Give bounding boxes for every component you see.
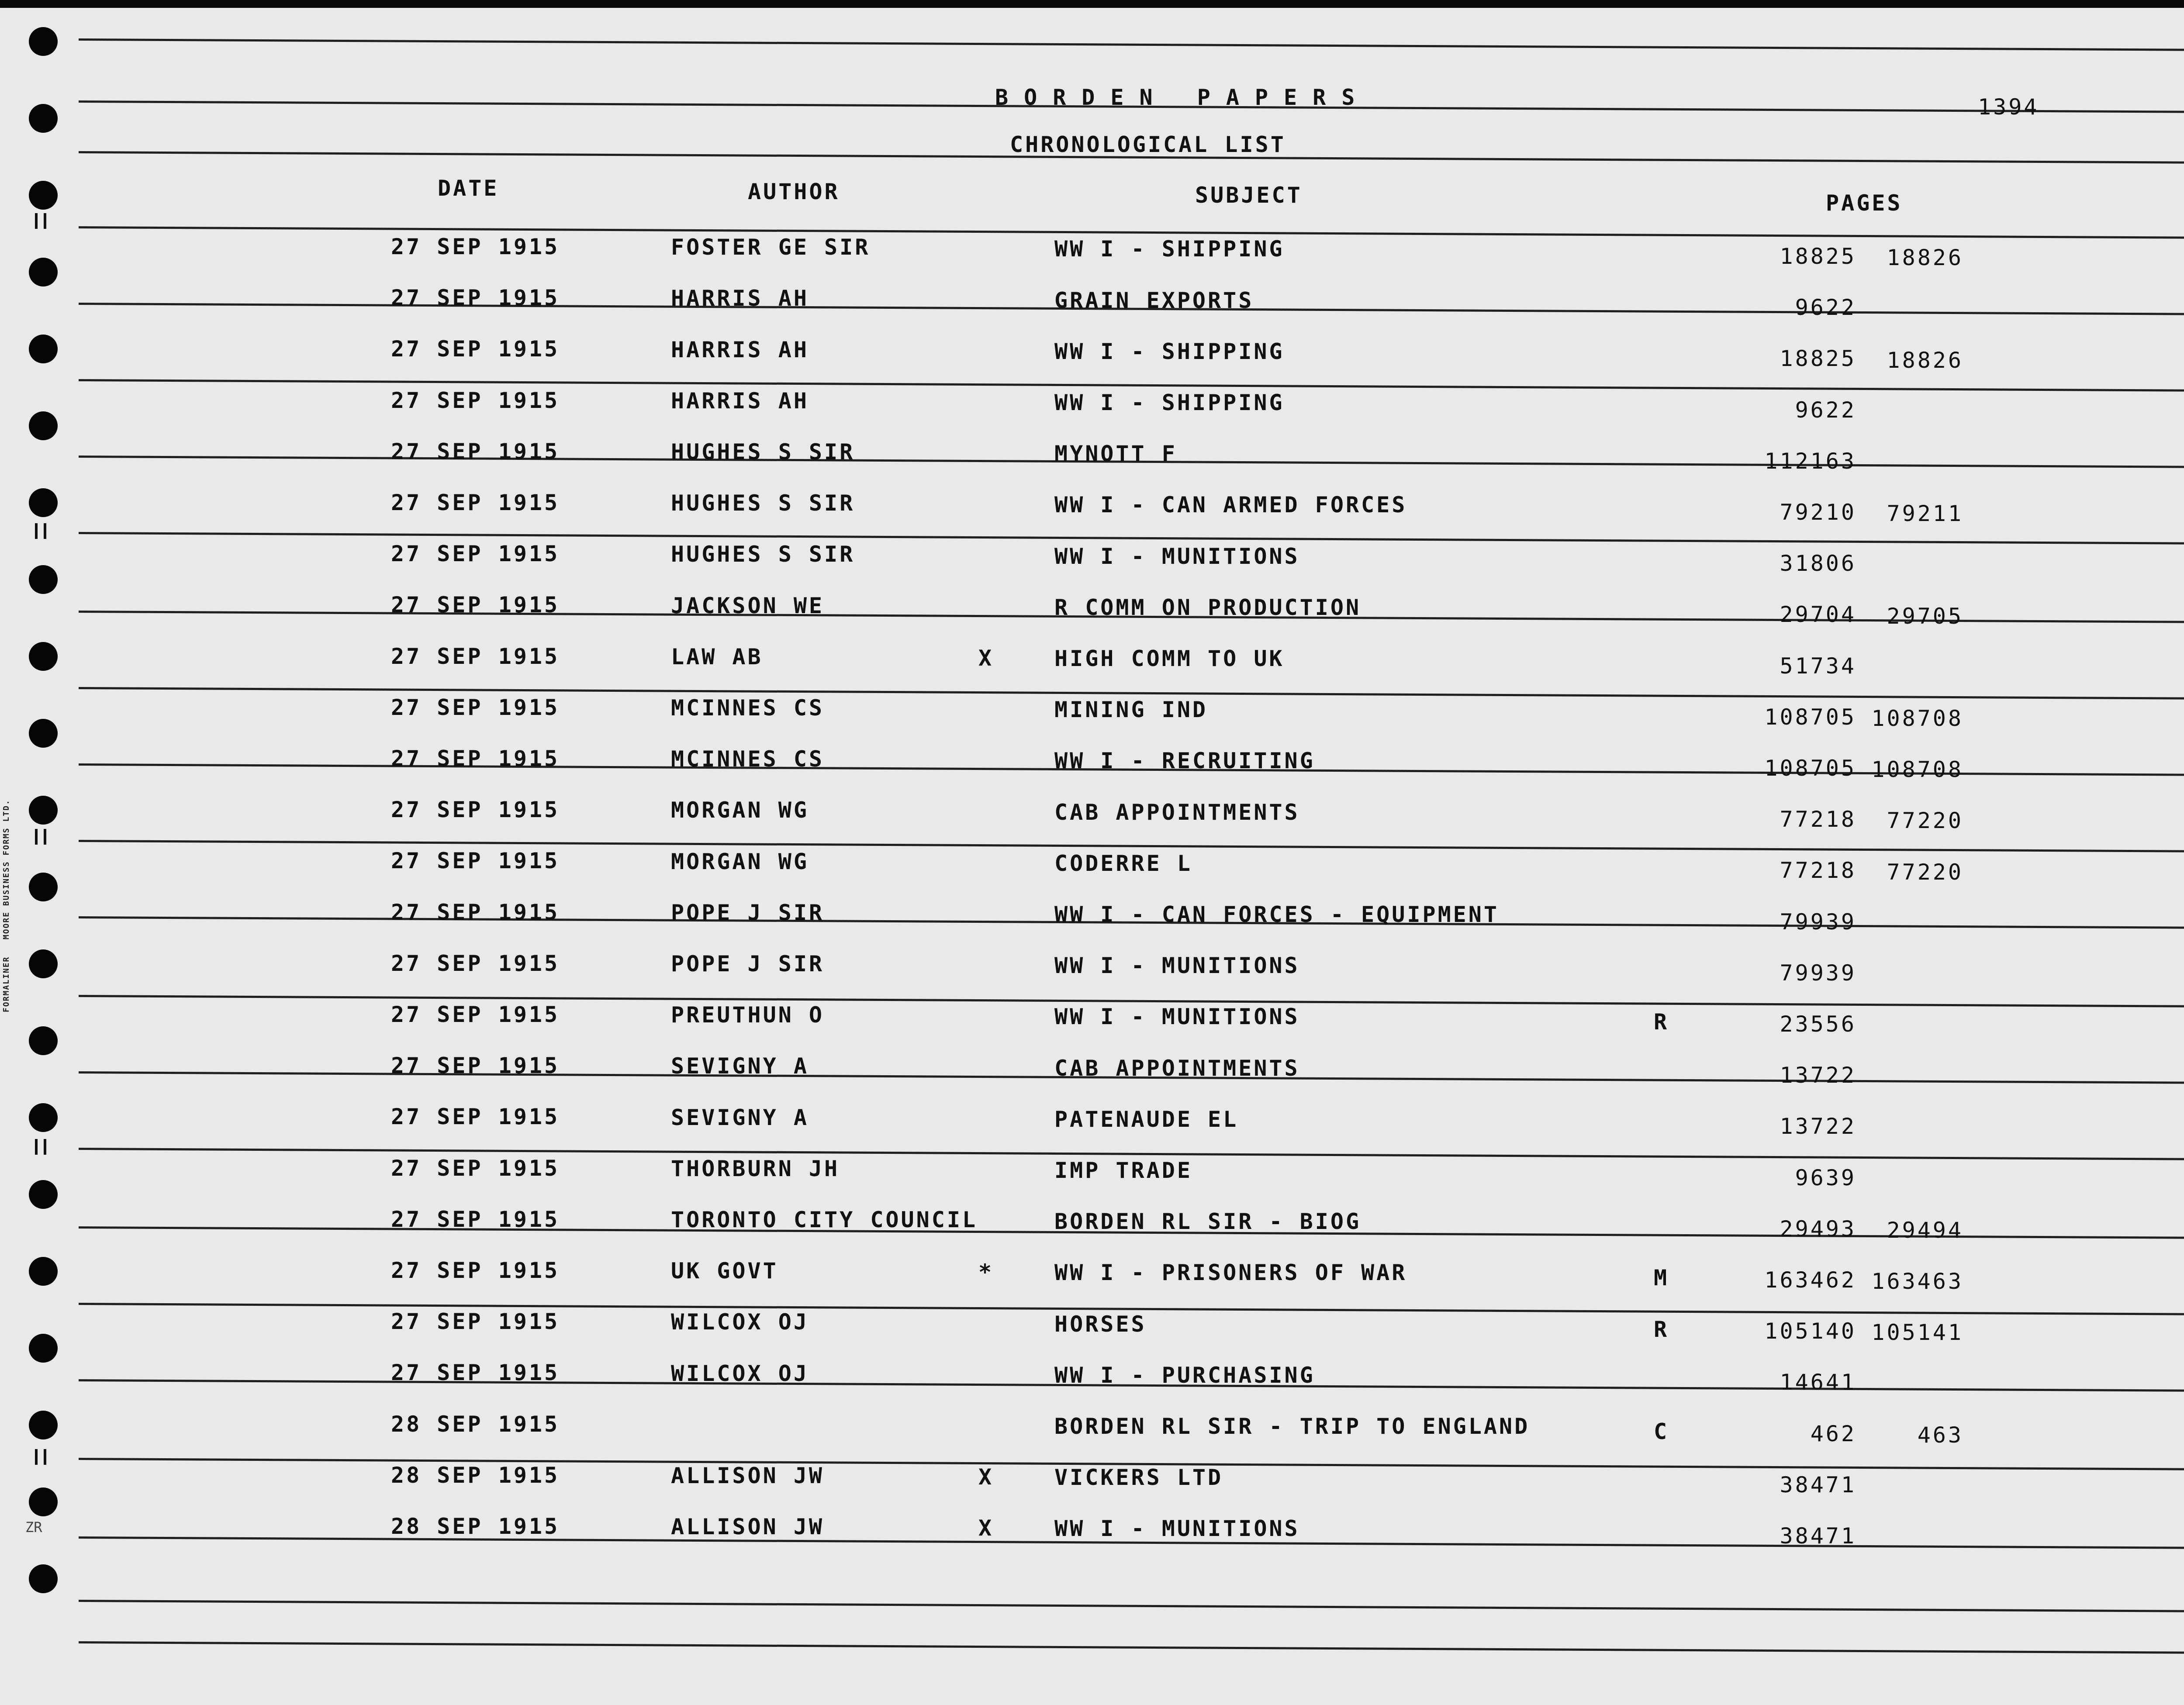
row-date: 27 SEP 1915	[391, 592, 560, 618]
row-page-to: 18826	[1887, 347, 1963, 373]
row-subject: WW I - CAN ARMED FORCES	[1054, 492, 1407, 518]
row-page-from: 79939	[1780, 960, 1856, 986]
row-author: PREUTHUN O	[671, 1002, 825, 1028]
row-author: THORBURN JH	[671, 1156, 840, 1181]
feed-hole-icon	[29, 181, 58, 210]
row-subject: WW I - MUNITIONS	[1054, 1516, 1300, 1542]
row-date: 27 SEP 1915	[391, 1002, 560, 1027]
row-date: 27 SEP 1915	[391, 1309, 560, 1335]
feed-hole-icon	[29, 1103, 58, 1132]
row-author: ALLISON JW	[671, 1514, 825, 1540]
row-author: HUGHES S SIR	[671, 439, 855, 465]
row-page-to: 79211	[1887, 501, 1963, 527]
row-date: 27 SEP 1915	[391, 387, 560, 413]
row-page-to: 77220	[1887, 808, 1963, 834]
feed-hole-icon	[29, 488, 58, 517]
row-author: POPE J SIR	[671, 951, 825, 977]
row-subject: WW I - CAN FORCES - EQUIPMENT	[1054, 901, 1499, 927]
perforation-mark	[44, 1139, 46, 1155]
row-page-from: 77218	[1780, 858, 1856, 884]
feed-hole-icon	[29, 411, 58, 440]
page-title: BORDEN PAPERS	[995, 85, 1371, 110]
row-date: 28 SEP 1915	[391, 1514, 560, 1539]
row-page-to: 108708	[1871, 705, 1963, 731]
row-author: WILCOX OJ	[671, 1360, 809, 1386]
row-date: 27 SEP 1915	[391, 1360, 560, 1386]
row-author: TORONTO CITY COUNCIL	[671, 1207, 978, 1233]
row-page-to: 108708	[1871, 757, 1963, 783]
printout-page	[0, 8, 2184, 1705]
row-subject: GRAIN EXPORTS	[1054, 287, 1254, 313]
row-page-to: 463	[1917, 1422, 1963, 1448]
row-page-from: 112163	[1764, 448, 1856, 474]
row-subject: WW I - SHIPPING	[1054, 390, 1285, 415]
ruled-line	[79, 1600, 2184, 1612]
row-date: 27 SEP 1915	[391, 797, 560, 823]
row-subject: HORSES	[1054, 1311, 1147, 1337]
row-author: FOSTER GE SIR	[671, 235, 871, 260]
ruled-line	[79, 1641, 2184, 1654]
row-page-from: 105140	[1764, 1318, 1856, 1344]
row-subject: WW I - PURCHASING	[1054, 1362, 1315, 1388]
row-date: 27 SEP 1915	[391, 746, 560, 771]
feed-hole-icon	[29, 1411, 58, 1439]
row-date: 27 SEP 1915	[391, 234, 560, 259]
row-subject: MINING IND	[1054, 697, 1208, 723]
row-date: 27 SEP 1915	[391, 1206, 560, 1232]
row-page-from: 31806	[1780, 551, 1856, 576]
list-subtitle: CHRONOLOGICAL LIST	[1010, 132, 1286, 157]
perforation-mark	[35, 1449, 38, 1465]
row-author: MCINNES CS	[671, 695, 825, 721]
row-page-from: 23556	[1780, 1011, 1856, 1037]
feed-hole-icon	[29, 258, 58, 286]
row-page-from: 79210	[1780, 499, 1856, 525]
row-subject: CAB APPOINTMENTS	[1054, 1055, 1300, 1081]
feed-hole-icon	[29, 27, 58, 56]
row-page-from: 9639	[1795, 1165, 1856, 1191]
feed-hole-icon	[29, 1180, 58, 1209]
row-page-from: 9622	[1795, 397, 1856, 423]
row-subject: VICKERS LTD	[1054, 1465, 1223, 1491]
feed-hole-icon	[29, 873, 58, 901]
row-author: HARRIS AH	[671, 388, 809, 414]
row-subject: HIGH COMM TO UK	[1054, 645, 1285, 671]
row-date: 27 SEP 1915	[391, 438, 560, 464]
row-page-to: 77220	[1887, 859, 1963, 885]
row-page-to: 163463	[1871, 1269, 1963, 1294]
row-page-from: 29493	[1780, 1216, 1856, 1242]
ruled-line	[79, 38, 2184, 51]
perforation-mark	[35, 1139, 38, 1155]
row-subject: WW I - RECRUITING	[1054, 748, 1315, 774]
feed-hole-icon	[29, 1564, 58, 1593]
row-page-to: 105141	[1871, 1320, 1963, 1346]
row-page-from: 79939	[1780, 909, 1856, 935]
row-flag: X	[978, 645, 994, 671]
row-date: 28 SEP 1915	[391, 1462, 560, 1488]
row-page-to: 18826	[1887, 245, 1963, 271]
row-page-from: 163462	[1764, 1267, 1856, 1293]
row-code: R	[1654, 1316, 1669, 1342]
row-subject: PATENAUDE EL	[1054, 1106, 1239, 1132]
row-subject: CAB APPOINTMENTS	[1054, 799, 1300, 825]
row-date: 27 SEP 1915	[391, 899, 560, 925]
row-subject: WW I - SHIPPING	[1054, 236, 1285, 262]
perforation-mark	[35, 213, 38, 229]
row-author: SEVIGNY A	[671, 1053, 809, 1079]
row-date: 27 SEP 1915	[391, 541, 560, 567]
row-author: HUGHES S SIR	[671, 490, 855, 516]
column-header-pages: PAGES	[1826, 190, 1903, 216]
row-code: C	[1654, 1419, 1669, 1444]
perforation-mark	[35, 829, 38, 845]
row-author: SEVIGNY A	[671, 1104, 809, 1130]
feed-hole-icon	[29, 335, 58, 363]
row-date: 27 SEP 1915	[391, 1258, 560, 1283]
row-page-from: 77218	[1780, 807, 1856, 832]
row-author: MORGAN WG	[671, 849, 809, 874]
column-header-subject: SUBJECT	[1195, 183, 1303, 208]
row-subject: CODERRE L	[1054, 850, 1192, 876]
row-page-from: 51734	[1780, 653, 1856, 679]
row-subject: BORDEN RL SIR - TRIP TO ENGLAND	[1054, 1413, 1530, 1439]
row-date: 27 SEP 1915	[391, 950, 560, 976]
row-flag: X	[978, 1464, 994, 1490]
row-page-from: 14641	[1780, 1370, 1856, 1395]
feed-hole-icon	[29, 796, 58, 825]
row-date: 27 SEP 1915	[391, 643, 560, 669]
row-date: 27 SEP 1915	[391, 848, 560, 874]
row-page-from: 13722	[1780, 1063, 1856, 1088]
row-date: 27 SEP 1915	[391, 1104, 560, 1130]
row-code: M	[1654, 1265, 1669, 1291]
corner-code: ZR	[25, 1519, 42, 1536]
column-header-date: DATE	[438, 176, 499, 201]
feed-hole-icon	[29, 719, 58, 748]
row-subject: WW I - PRISONERS OF WAR	[1054, 1260, 1407, 1286]
row-page-from: 29704	[1780, 602, 1856, 628]
row-page-from: 108705	[1764, 755, 1856, 781]
row-date: 27 SEP 1915	[391, 285, 560, 311]
row-page-from: 9622	[1795, 295, 1856, 321]
perforation-mark	[44, 829, 46, 845]
row-subject: WW I - MUNITIONS	[1054, 953, 1300, 979]
row-author: WILCOX OJ	[671, 1309, 809, 1335]
perforation-mark	[44, 1449, 46, 1465]
row-subject: MYNOTT F	[1054, 441, 1177, 467]
row-author: MORGAN WG	[671, 797, 809, 823]
perforation-mark	[35, 523, 38, 539]
row-page-from: 18825	[1780, 243, 1856, 269]
row-author: POPE J SIR	[671, 900, 825, 925]
row-flag: X	[978, 1515, 994, 1541]
row-date: 27 SEP 1915	[391, 694, 560, 720]
row-page-from: 462	[1810, 1421, 1856, 1446]
row-date: 28 SEP 1915	[391, 1411, 560, 1437]
row-page-to: 29494	[1887, 1217, 1963, 1243]
feed-hole-icon	[29, 949, 58, 978]
feed-hole-icon	[29, 642, 58, 671]
row-author: MCINNES CS	[671, 746, 825, 772]
row-author: LAW AB	[671, 644, 763, 670]
row-date: 27 SEP 1915	[391, 1155, 560, 1181]
row-subject: IMP TRADE	[1054, 1157, 1192, 1183]
feed-hole-icon	[29, 104, 58, 133]
row-flag: *	[978, 1260, 994, 1285]
row-author: HARRIS AH	[671, 337, 809, 362]
row-subject: WW I - MUNITIONS	[1054, 1004, 1300, 1030]
feed-hole-icon	[29, 565, 58, 594]
page-number: 1394	[1978, 94, 2039, 120]
row-date: 27 SEP 1915	[391, 1053, 560, 1079]
row-subject: WW I - MUNITIONS	[1054, 543, 1300, 569]
row-subject: BORDEN RL SIR - BIOG	[1054, 1209, 1362, 1235]
column-header-author: AUTHOR	[748, 179, 840, 204]
row-page-from: 38471	[1780, 1472, 1856, 1498]
row-author: JACKSON WE	[671, 593, 825, 618]
row-page-to: 29705	[1887, 603, 1963, 629]
row-page-from: 108705	[1764, 704, 1856, 730]
row-subject: WW I - SHIPPING	[1054, 338, 1285, 364]
feed-hole-icon	[29, 1334, 58, 1363]
row-date: 27 SEP 1915	[391, 490, 560, 515]
row-page-from: 38471	[1780, 1523, 1856, 1549]
row-author: HUGHES S SIR	[671, 542, 855, 567]
row-page-from: 13722	[1780, 1114, 1856, 1139]
row-page-from: 18825	[1780, 346, 1856, 372]
row-subject: R COMM ON PRODUCTION	[1054, 594, 1362, 620]
perforation-mark	[44, 213, 46, 229]
row-author: ALLISON JW	[671, 1463, 825, 1489]
perforation-mark	[44, 523, 46, 539]
form-imprint: FORMALINER MOORE BUSINESS FORMS LTD.	[2, 799, 11, 1012]
row-date: 27 SEP 1915	[391, 336, 560, 362]
feed-hole-icon	[29, 1026, 58, 1055]
row-code: R	[1654, 1009, 1669, 1035]
row-author: UK GOVT	[671, 1258, 778, 1284]
feed-hole-icon	[29, 1257, 58, 1286]
feed-hole-icon	[29, 1488, 58, 1516]
row-author: HARRIS AH	[671, 286, 809, 311]
